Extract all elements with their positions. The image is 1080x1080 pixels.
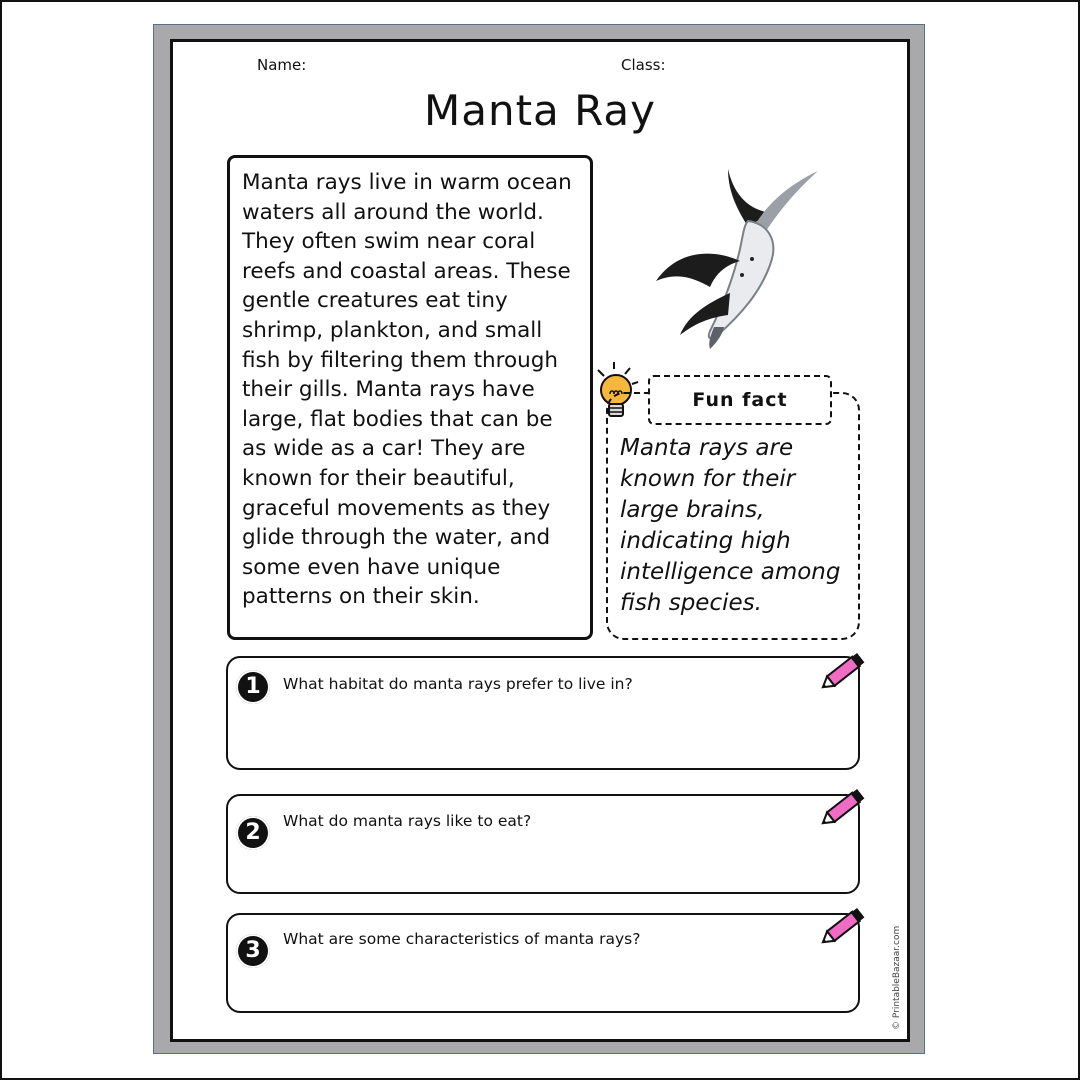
question-number-2: 2 (236, 816, 270, 850)
reading-passage-box (227, 155, 593, 640)
fun-fact-heading: Fun fact (648, 375, 832, 425)
reading-passage: Manta rays live in warm ocean waters all around the world. They often swim near coral reefs and coastal areas. These gentle creatures eat tiny shrimp, plankton, and small fish by filtering them through their gills. Manta rays have large, flat bodies that can be as wide as a car! They are known for their beautiful, graceful movements as they glide through the water, and some even have unique patterns on their skin. (242, 170, 572, 610)
fun-fact-text: Manta rays are known for their large brains, indicating high intelligence among fish species. (620, 435, 841, 616)
answer-box-2[interactable] (226, 794, 860, 894)
question-text-3: What are some characteristics of manta rays? (283, 930, 641, 948)
question-text-1: What habitat do manta rays prefer to live in? (283, 675, 633, 693)
manta-ray-illustration (648, 165, 828, 350)
question-number-3: 3 (236, 934, 270, 968)
answer-box-1[interactable] (226, 656, 860, 770)
pencil-icon (818, 786, 870, 830)
name-label: Name: (257, 56, 307, 74)
pencil-icon (818, 905, 870, 949)
page-title: Manta Ray (423, 86, 656, 135)
copyright-text: © PrintableBazaar.com (892, 925, 902, 1030)
answer-box-3[interactable] (226, 913, 860, 1013)
question-number-1: 1 (236, 670, 270, 704)
question-text-2: What do manta rays like to eat? (283, 812, 532, 830)
pencil-icon (818, 650, 870, 694)
class-label: Class: (621, 56, 666, 74)
